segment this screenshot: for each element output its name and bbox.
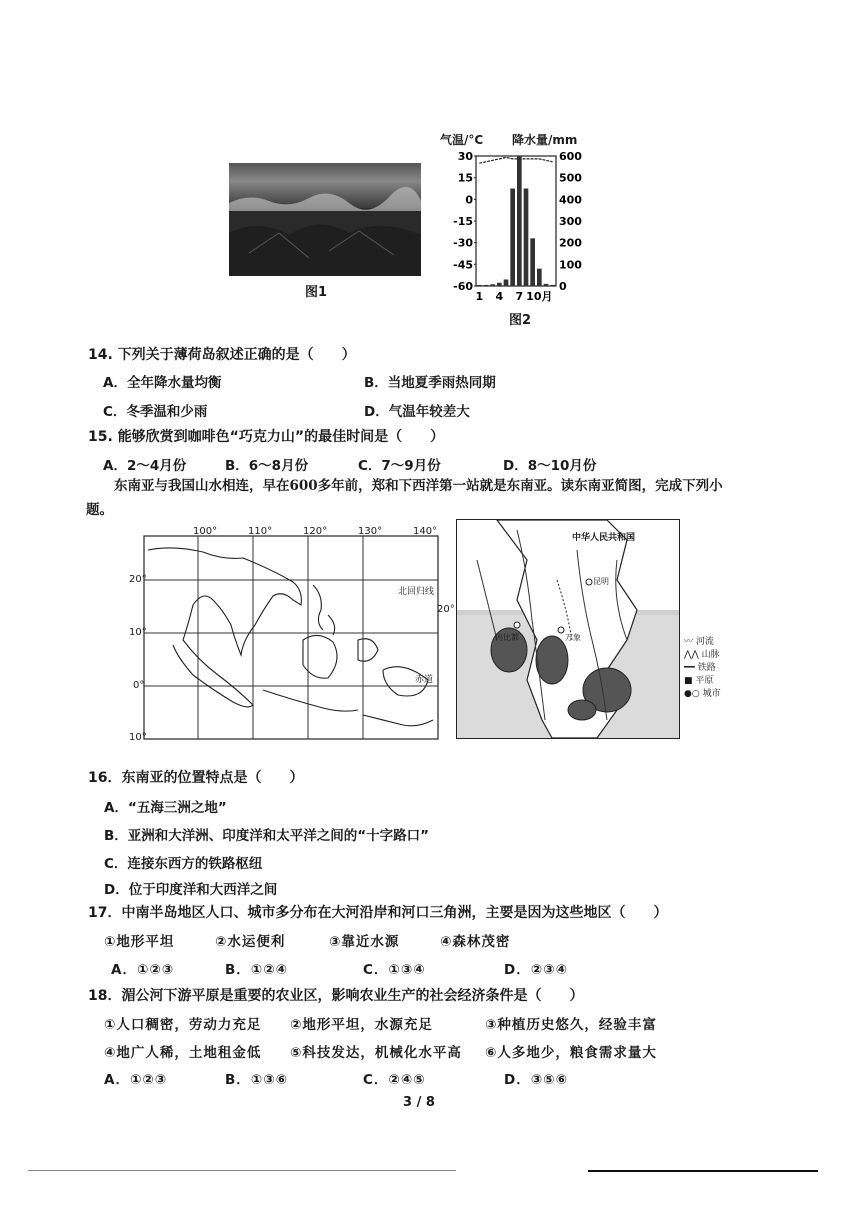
climate-chart <box>440 146 600 306</box>
q16-option-a: A．“五海三洲之地” <box>104 800 227 816</box>
precip-bar-3 <box>490 284 495 286</box>
page-number: 3 / 8 <box>403 1095 435 1110</box>
map1-lat-0: 0° <box>133 680 145 691</box>
precip-tick-label: 400 <box>559 193 582 207</box>
q15-option-d: D．8～10月份 <box>503 458 597 474</box>
map1-lon-140: 140° <box>413 526 438 537</box>
q17-item-1: ①地形平坦 <box>104 934 175 950</box>
question-14 <box>88 344 356 364</box>
precip-bar-7 <box>517 156 522 286</box>
precip-bar-4 <box>497 283 502 286</box>
question-16-stem: 16．东南亚的位置特点是（ ） <box>88 770 304 786</box>
q18-option-c: C．②④⑤ <box>363 1072 426 1088</box>
precipitation-axis-label: 降水量/mm <box>512 133 578 147</box>
indochina-map <box>456 519 680 739</box>
question-15 <box>88 426 444 446</box>
map1-lat-20: 20° <box>129 574 147 585</box>
precip-tick-label: 0 <box>559 280 567 293</box>
figure-1-photo <box>229 163 421 276</box>
temp-tick-label: 30 <box>457 150 473 163</box>
precip-bar-8 <box>524 189 529 287</box>
q15-option-a: A．2～4月份 <box>103 458 187 474</box>
southeast-asia-map <box>129 526 439 743</box>
q14-option-c: C．冬季温和少雨 <box>103 404 208 420</box>
intro-paragraph: 东南亚与我国山水相连，早在600多年前，郑和下西洋第一站就是东南亚。读东南亚简图，完成下列小题。 <box>86 478 723 518</box>
q18-option-b: B．①③⑥ <box>225 1072 289 1088</box>
map1-lat-10: 10° <box>129 627 147 638</box>
question-14-number: 14. <box>88 347 113 363</box>
temperature-axis-label: 气温/°C <box>440 133 484 147</box>
q14-option-a: A．全年降水量均衡 <box>103 375 222 391</box>
precip-bar-5 <box>504 280 509 287</box>
precip-tick-label: 600 <box>559 150 582 163</box>
railway-icon: ━━ <box>684 663 695 673</box>
map1-lon-100: 100° <box>193 526 218 537</box>
month-tick-label: 4 <box>495 290 504 303</box>
question-17-stem: 17．中南半岛地区人口、城市多分布在大河沿岸和河口三角洲，主要是因为这些地区（ ） <box>88 905 668 921</box>
mountain-icon: ⋀⋀ <box>684 650 699 660</box>
equator-label: 赤道 <box>415 675 434 685</box>
legend-city: ●○ 城市 <box>684 689 721 699</box>
q17-item-4: ④森林茂密 <box>440 934 511 950</box>
precip-bar-1 <box>477 285 482 286</box>
q16-option-c: C．连接东西方的铁路枢纽 <box>104 856 263 872</box>
plain-icon: ■ <box>684 676 693 686</box>
q18-item-4: ④地广人稀，土地租金低 <box>104 1045 262 1061</box>
plot-frame <box>476 156 556 286</box>
q17-option-d: D．②③④ <box>504 962 568 978</box>
q15-option-b: B．6～8月份 <box>225 458 309 474</box>
map1-lon-110: 110° <box>248 526 273 537</box>
tropic-of-cancer-label: 北回归线 <box>398 587 435 597</box>
map1-lat-10s: 10° <box>129 732 147 743</box>
temp-tick-label: -15 <box>453 215 473 228</box>
question-15-number: 15. <box>88 429 113 445</box>
legend-mountain: ⋀⋀ 山脉 <box>684 650 720 660</box>
q17-option-b: B．①②④ <box>225 962 289 978</box>
vientiane-label: 万象 <box>565 633 581 642</box>
precip-bar-11 <box>544 284 549 286</box>
q18-item-6: ⑥人多地少，粮食需求量大 <box>485 1045 657 1061</box>
figure-1-caption: 图1 <box>305 285 328 300</box>
q18-item-1: ①人口稠密，劳动力充足 <box>104 1017 262 1033</box>
footer-rule-right <box>588 1170 818 1172</box>
map1-lon-120: 120° <box>303 526 328 537</box>
river-icon: 〰 <box>684 637 694 647</box>
precip-bar-2 <box>484 285 489 286</box>
q18-option-d: D．③⑤⑥ <box>504 1072 568 1088</box>
q14-option-b: B．当地夏季雨热同期 <box>364 375 496 391</box>
temp-tick-label: 15 <box>457 171 473 185</box>
q18-option-a: A．①②③ <box>104 1072 168 1088</box>
precip-tick-label: 500 <box>559 171 582 185</box>
month-tick-label: 7 <box>515 290 524 303</box>
legend-river: 〰 河流 <box>684 637 714 647</box>
legend-railway: ━━ 铁路 <box>684 663 716 673</box>
q15-option-c: C．7～9月份 <box>358 458 441 474</box>
temp-tick-label: 0 <box>465 193 473 207</box>
precip-tick-label: 200 <box>559 236 582 250</box>
map2-lat-20: 20° <box>437 604 455 615</box>
naypyidaw-label: 内比都 <box>495 633 519 642</box>
q17-option-a: A．①②③ <box>111 962 175 978</box>
q18-item-3: ③种植历史悠久，经验丰富 <box>485 1017 657 1033</box>
q18-item-2: ②地形平坦，水源充足 <box>290 1017 433 1033</box>
precip-tick-label: 300 <box>559 215 582 228</box>
figure-2-caption: 图2 <box>509 313 532 328</box>
q17-item-2: ②水运便利 <box>215 934 286 950</box>
q17-item-3: ③靠近水源 <box>329 934 400 950</box>
q18-item-5: ⑤科技发达，机械化水平高 <box>290 1045 462 1061</box>
q16-option-d: D．位于印度洋和大西洋之间 <box>104 882 278 898</box>
question-14-stem: 下列关于薄荷岛叙述正确的是（ ） <box>117 347 356 363</box>
china-label: 中华人民共和国 <box>572 533 636 543</box>
temp-tick-label: -45 <box>453 258 473 272</box>
precip-bar-10 <box>537 269 542 286</box>
month-tick-label: 1 <box>475 290 484 303</box>
temp-tick-label: -60 <box>453 280 473 293</box>
legend-plain: ■ 平原 <box>684 676 714 686</box>
map2-legend <box>684 636 721 701</box>
footer-rule-left <box>28 1170 456 1171</box>
q16-option-b: B．亚洲和大洋洲、印度洋和太平洋之间的“十字路口” <box>104 828 430 844</box>
precip-bar-9 <box>530 238 535 286</box>
q14-option-d: D．气温年较差大 <box>364 404 470 420</box>
question-15-stem: 能够欣赏到咖啡色“巧克力山”的最佳时间是（ ） <box>117 429 445 445</box>
precip-bar-12 <box>550 285 555 286</box>
question-18-stem: 18．湄公河下游平原是重要的农业区，影响农业生产的社会经济条件是（ ） <box>88 988 584 1004</box>
precip-tick-label: 100 <box>559 258 582 272</box>
map1-lon-130: 130° <box>358 526 383 537</box>
city-icon: ●○ <box>684 689 700 699</box>
temp-tick-label: -30 <box>453 236 473 250</box>
q17-option-c: C．①③④ <box>363 962 426 978</box>
kunming-label: 昆明 <box>593 577 609 586</box>
precip-bar-6 <box>510 189 515 287</box>
month-tick-label: 10月 <box>526 290 553 303</box>
